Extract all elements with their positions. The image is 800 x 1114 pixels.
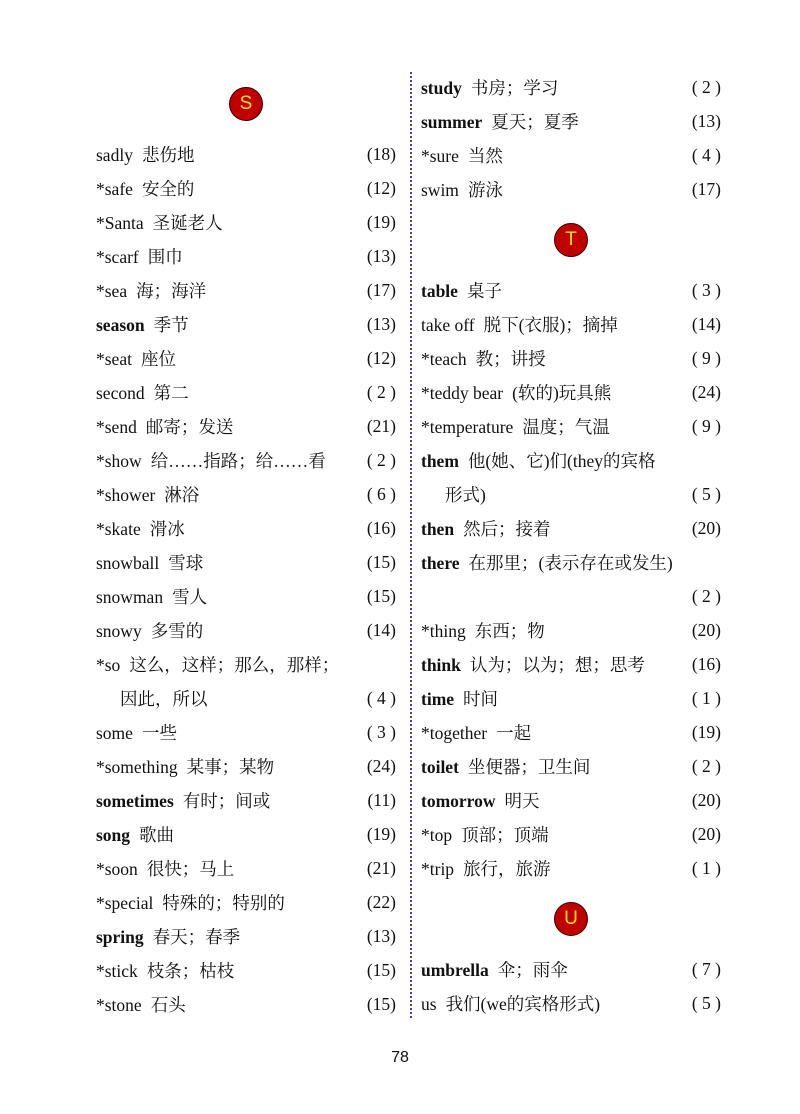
vocab-entry xyxy=(421,783,721,817)
vocab-entry xyxy=(96,477,396,511)
entry-text xyxy=(421,720,531,745)
lesson-number: ( 5 ) xyxy=(691,992,721,1013)
entry-word: spring xyxy=(96,926,144,947)
vocab-entry xyxy=(96,171,396,205)
entry-meaning: 坐便器；卫生间 xyxy=(467,756,591,777)
lesson-number: ( 4 ) xyxy=(691,144,721,165)
entry-text xyxy=(96,482,199,507)
entry-meaning: 座位 xyxy=(140,348,176,369)
entry-meaning: 旅行，旅游 xyxy=(463,858,551,879)
entry-meaning: 特殊的；特别的 xyxy=(162,892,285,913)
vocab-entry-continuation xyxy=(96,681,396,715)
entry-meaning: 这么，这样；那么，那样； xyxy=(129,654,340,675)
entry-text xyxy=(96,754,274,779)
lesson-number: ( 3 ) xyxy=(691,279,721,300)
entry-meaning: 认为；以为；想；思考 xyxy=(469,654,645,675)
entry-text xyxy=(421,380,611,405)
lesson-number: (12) xyxy=(366,347,396,368)
entry-text xyxy=(96,618,203,643)
entry-text xyxy=(96,142,194,167)
lesson-number: ( 4 ) xyxy=(366,687,396,708)
entry-text xyxy=(96,584,207,609)
vocab-entry xyxy=(421,681,721,715)
entry-text xyxy=(96,890,285,915)
entry-meaning: 游泳 xyxy=(467,179,503,200)
entry-meaning: 安全的 xyxy=(141,178,195,199)
entry-word: *thing xyxy=(421,620,466,641)
vocab-entry xyxy=(421,172,721,206)
entry-text xyxy=(421,448,656,473)
entry-word: *sea xyxy=(96,280,128,301)
entry-word: time xyxy=(421,688,455,709)
entry-text xyxy=(96,822,174,847)
lesson-number: (17) xyxy=(366,279,396,300)
entry-word: *so xyxy=(96,654,121,675)
entry-word: table xyxy=(421,280,458,301)
lesson-number: (14) xyxy=(366,619,396,640)
entry-word: *temperature xyxy=(421,416,514,437)
lesson-number: ( 5 ) xyxy=(691,483,721,504)
vocab-entry xyxy=(96,239,396,273)
entry-text xyxy=(96,550,203,575)
entry-meaning: 在那里；(表示存在或发生) xyxy=(468,552,673,573)
lesson-number: (15) xyxy=(366,585,396,606)
entry-text xyxy=(96,856,234,881)
lesson-number: (13) xyxy=(366,313,396,334)
vocab-entry xyxy=(96,987,396,1021)
entry-word: *teach xyxy=(421,348,467,369)
entry-text xyxy=(421,822,549,847)
entry-text xyxy=(421,75,558,100)
vocab-entry xyxy=(421,715,721,749)
vocab-entry-continuation xyxy=(421,579,721,613)
entry-meaning: 有时；间或 xyxy=(182,790,271,811)
entry-meaning: 淋浴 xyxy=(164,484,200,505)
lesson-number: (19) xyxy=(691,721,721,742)
entry-text xyxy=(421,957,568,982)
lesson-number: (14) xyxy=(691,313,721,334)
entry-word: *shower xyxy=(96,484,156,505)
entry-text xyxy=(421,414,610,439)
entry-word: *stone xyxy=(96,994,142,1015)
entry-text xyxy=(421,177,503,202)
entry-meaning: 他(她、它)们(they的宾格 xyxy=(467,450,656,471)
lesson-number: (24) xyxy=(691,381,721,402)
entry-text xyxy=(96,720,177,745)
entry-text xyxy=(421,856,551,881)
lesson-number: ( 9 ) xyxy=(691,415,721,436)
vocab-entry xyxy=(96,919,396,953)
entry-meaning: 邮寄；发送 xyxy=(145,416,234,437)
entry-word: second xyxy=(96,382,145,403)
entry-word: them xyxy=(421,450,459,471)
lesson-number: (22) xyxy=(366,891,396,912)
entry-word: tomorrow xyxy=(421,790,496,811)
entry-text xyxy=(96,380,189,405)
lesson-number: (19) xyxy=(366,211,396,232)
entry-meaning: 圣诞老人 xyxy=(152,212,223,233)
entry-meaning: 顶部；顶端 xyxy=(461,824,549,845)
vocab-entry xyxy=(421,375,721,409)
entry-meaning: 某事；某物 xyxy=(186,756,275,777)
vocab-entry xyxy=(421,341,721,375)
entry-text xyxy=(421,278,502,303)
entry-word: *something xyxy=(96,756,178,777)
entry-meaning: 枝条；枯枝 xyxy=(146,960,235,981)
entry-word: *soon xyxy=(96,858,138,879)
lesson-number: ( 9 ) xyxy=(691,347,721,368)
entry-meaning: 形式) xyxy=(445,484,486,505)
lesson-number: (16) xyxy=(366,517,396,538)
lesson-number: (11) xyxy=(367,789,396,810)
letter-heading-row xyxy=(421,206,721,273)
vocab-entry xyxy=(96,205,396,239)
vocab-entry xyxy=(421,511,721,545)
vocab-entry xyxy=(421,851,721,885)
entry-text xyxy=(96,176,194,201)
entry-text xyxy=(445,482,486,507)
entry-meaning: 明天 xyxy=(504,790,540,811)
vocab-entry xyxy=(96,273,396,307)
entry-meaning: 悲伤地 xyxy=(141,144,195,165)
entry-word: snowy xyxy=(96,620,142,641)
lesson-number: (20) xyxy=(691,619,721,640)
vocab-entry xyxy=(421,307,721,341)
entry-meaning: (软的)玩具熊 xyxy=(512,382,612,403)
lesson-number: (13) xyxy=(366,245,396,266)
entry-meaning: 多雪的 xyxy=(150,620,204,641)
entry-word: then xyxy=(421,518,455,539)
entry-meaning: 因此，所以 xyxy=(120,688,208,709)
vocab-entry xyxy=(96,613,396,647)
entry-meaning: 我们(we的宾格形式) xyxy=(445,993,601,1014)
entry-meaning: 一起 xyxy=(496,722,532,743)
entry-text xyxy=(421,346,546,371)
lesson-number: (13) xyxy=(366,925,396,946)
entry-text xyxy=(421,788,540,813)
column-divider xyxy=(410,72,412,1018)
vocab-entry xyxy=(421,70,721,104)
entry-word: *Santa xyxy=(96,212,144,233)
lesson-number: (20) xyxy=(691,789,721,810)
lesson-number: (21) xyxy=(366,857,396,878)
vocab-entry xyxy=(421,647,721,681)
entry-meaning: 一些 xyxy=(141,722,177,743)
entry-meaning: 夏天；夏季 xyxy=(491,111,579,132)
entry-text xyxy=(421,109,579,134)
entry-text xyxy=(96,448,326,473)
entry-meaning: 雪人 xyxy=(172,586,208,607)
lesson-number: (16) xyxy=(691,653,721,674)
entry-meaning: 当然 xyxy=(467,145,503,166)
entry-meaning: 时间 xyxy=(463,688,499,709)
entry-word: snowman xyxy=(96,586,164,607)
entry-word: think xyxy=(421,654,461,675)
vocab-entry xyxy=(421,817,721,851)
entry-word: there xyxy=(421,552,460,573)
entry-meaning: 教；讲授 xyxy=(475,348,546,369)
left-column xyxy=(96,70,396,1021)
entry-text xyxy=(96,788,270,813)
entry-word: take off xyxy=(421,314,475,335)
vocab-entry xyxy=(96,851,396,885)
lesson-number: (24) xyxy=(366,755,396,776)
vocab-entry xyxy=(96,749,396,783)
lesson-number: ( 2 ) xyxy=(366,381,396,402)
entry-text xyxy=(421,312,618,337)
entry-meaning: 围巾 xyxy=(147,246,183,267)
entry-word: us xyxy=(421,993,437,1014)
entry-text xyxy=(421,618,545,643)
right-column xyxy=(421,70,721,1020)
entry-text xyxy=(421,143,503,168)
lesson-number: (18) xyxy=(366,143,396,164)
lesson-number: ( 6 ) xyxy=(366,483,396,504)
entry-meaning: 第二 xyxy=(153,382,189,403)
lesson-number: (21) xyxy=(366,415,396,436)
vocab-entry xyxy=(96,647,396,681)
vocab-entry xyxy=(96,817,396,851)
entry-text xyxy=(421,516,551,541)
lesson-number: (15) xyxy=(366,993,396,1014)
entry-word: *show xyxy=(96,450,142,471)
entry-word: snowball xyxy=(96,552,160,573)
entry-word: *trip xyxy=(421,858,455,879)
vocab-entry xyxy=(96,715,396,749)
entry-word: *sure xyxy=(421,145,459,166)
lesson-number: (20) xyxy=(691,823,721,844)
entry-word: swim xyxy=(421,179,459,200)
vocab-entry xyxy=(421,986,721,1020)
entry-word: *stick xyxy=(96,960,138,981)
vocab-entry xyxy=(96,783,396,817)
entry-text xyxy=(96,312,189,337)
entry-meaning: 给……指路；给……看 xyxy=(150,450,326,471)
lesson-number: (13) xyxy=(691,110,721,131)
lesson-number: ( 2 ) xyxy=(691,76,721,97)
lesson-number: ( 1 ) xyxy=(691,857,721,878)
entry-text xyxy=(96,992,186,1017)
vocab-entry xyxy=(96,307,396,341)
entry-word: *send xyxy=(96,416,137,437)
lesson-number: (12) xyxy=(366,177,396,198)
entry-text xyxy=(96,414,233,439)
vocab-entry xyxy=(421,952,721,986)
entry-text xyxy=(96,958,234,983)
entry-word: *together xyxy=(421,722,488,743)
entry-word: study xyxy=(421,77,462,98)
entry-word: *teddy bear xyxy=(421,382,504,403)
entry-word: season xyxy=(96,314,145,335)
entry-meaning: 歌曲 xyxy=(139,824,175,845)
entry-text xyxy=(421,754,590,779)
entry-text xyxy=(421,686,498,711)
letter-badge: T xyxy=(554,223,588,257)
letter-heading-row xyxy=(421,885,721,952)
entry-meaning: 石头 xyxy=(150,994,186,1015)
vocab-entry xyxy=(96,443,396,477)
lesson-number: (15) xyxy=(366,551,396,572)
entry-meaning: 东西；物 xyxy=(474,620,545,641)
entry-meaning: 季节 xyxy=(153,314,189,335)
entry-text xyxy=(96,924,240,949)
vocab-entry xyxy=(421,613,721,647)
entry-text xyxy=(96,278,206,303)
vocab-entry xyxy=(421,545,721,579)
entry-meaning: 然后；接着 xyxy=(463,518,551,539)
vocab-entry xyxy=(421,104,721,138)
vocab-entry xyxy=(96,511,396,545)
entry-word: *safe xyxy=(96,178,133,199)
lesson-number: ( 2 ) xyxy=(691,585,721,606)
lesson-number: ( 2 ) xyxy=(366,449,396,470)
vocab-entry xyxy=(421,749,721,783)
entry-text xyxy=(96,244,183,269)
entry-word: sometimes xyxy=(96,790,174,811)
lesson-number: (15) xyxy=(366,959,396,980)
entry-meaning: 温度；气温 xyxy=(522,416,610,437)
entry-word: *special xyxy=(96,892,154,913)
lesson-number: (20) xyxy=(691,517,721,538)
entry-word: some xyxy=(96,722,133,743)
lesson-number: ( 2 ) xyxy=(691,755,721,776)
entry-word: *top xyxy=(421,824,453,845)
vocab-entry xyxy=(96,341,396,375)
entry-meaning: 脱下(衣服)；摘掉 xyxy=(483,314,618,335)
lesson-number: (17) xyxy=(691,178,721,199)
vocab-entry xyxy=(96,137,396,171)
page-number: 78 xyxy=(391,1049,409,1066)
lesson-number: ( 3 ) xyxy=(366,721,396,742)
entry-text xyxy=(421,652,645,677)
lesson-number: ( 1 ) xyxy=(691,687,721,708)
letter-badge: S xyxy=(229,87,263,121)
entry-meaning: 雪球 xyxy=(168,552,204,573)
entry-meaning: 书房；学习 xyxy=(470,77,559,98)
lesson-number: ( 7 ) xyxy=(691,958,721,979)
vocab-entry xyxy=(96,885,396,919)
letter-badge: U xyxy=(554,902,588,936)
entry-word: song xyxy=(96,824,131,845)
entry-meaning: 海；海洋 xyxy=(136,280,207,301)
entry-meaning: 伞；雨伞 xyxy=(497,959,568,980)
vocab-entry xyxy=(96,953,396,987)
entry-meaning: 春天；春季 xyxy=(152,926,241,947)
entry-text xyxy=(96,516,185,541)
entry-meaning: 桌子 xyxy=(466,280,502,301)
entry-meaning: 很快；马上 xyxy=(146,858,235,879)
entry-word: summer xyxy=(421,111,483,132)
vocab-entry-continuation xyxy=(421,477,721,511)
entry-text xyxy=(421,550,673,575)
lesson-number: (19) xyxy=(366,823,396,844)
vocab-entry xyxy=(96,409,396,443)
entry-word: toilet xyxy=(421,756,459,777)
vocab-entry xyxy=(96,375,396,409)
entry-text xyxy=(96,652,339,677)
entry-word: *seat xyxy=(96,348,132,369)
vocab-entry xyxy=(421,443,721,477)
entry-text xyxy=(421,991,600,1016)
vocab-entry xyxy=(96,579,396,613)
entry-text xyxy=(96,210,223,235)
entry-word: umbrella xyxy=(421,959,489,980)
entry-text xyxy=(120,686,208,711)
entry-word: *skate xyxy=(96,518,141,539)
entry-text xyxy=(96,346,176,371)
vocab-entry xyxy=(421,138,721,172)
vocab-entry xyxy=(421,273,721,307)
entry-meaning: 滑冰 xyxy=(149,518,185,539)
vocab-entry xyxy=(96,545,396,579)
entry-word: sadly xyxy=(96,144,133,165)
vocab-entry xyxy=(421,409,721,443)
entry-word: *scarf xyxy=(96,246,139,267)
letter-heading-row xyxy=(96,70,396,137)
